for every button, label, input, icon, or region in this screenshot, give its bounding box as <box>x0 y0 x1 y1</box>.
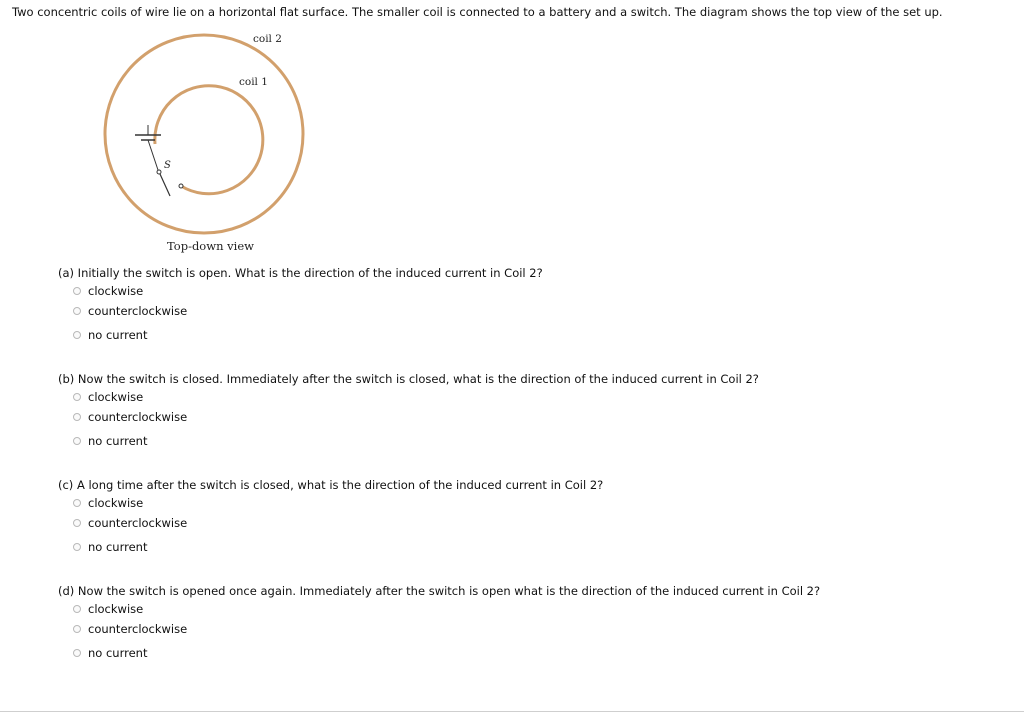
option-no-current[interactable] <box>73 641 820 665</box>
option-label: counterclockwise <box>88 304 188 318</box>
question-prompt: (c) A long time after the switch is closed, what is the direction of the induced current in Coil 2? <box>58 478 604 492</box>
question-b <box>58 371 759 453</box>
option-counterclockwise[interactable] <box>73 617 820 641</box>
option-label: counterclockwise <box>88 410 188 424</box>
option-label: no current <box>88 540 148 554</box>
question-c <box>58 477 603 559</box>
switch-wire <box>150 146 158 170</box>
switch-contact <box>179 184 183 188</box>
coil-1-label: coil 1 <box>239 76 268 88</box>
switch-pivot <box>157 170 161 174</box>
radio-button[interactable] <box>73 649 81 657</box>
option-no-current[interactable] <box>73 535 603 559</box>
diagram-caption: Top-down view <box>167 239 254 253</box>
option-label: clockwise <box>88 389 144 404</box>
bottom-divider <box>0 711 1024 712</box>
problem-statement: Two concentric coils of wire lie on a horizontal flat surface. The smaller coil is connected to a battery and a switch. The diagram shows the top view of the set up. <box>12 5 943 19</box>
option-no-current[interactable] <box>73 323 543 347</box>
option-label: clockwise <box>88 283 144 298</box>
question-a <box>58 265 543 347</box>
option-label: no current <box>88 646 148 660</box>
radio-button[interactable] <box>73 519 81 527</box>
switch-arm <box>160 174 170 196</box>
radio-button[interactable] <box>73 331 81 339</box>
option-counterclockwise[interactable] <box>73 299 543 323</box>
option-clockwise[interactable] <box>73 494 603 511</box>
radio-button[interactable] <box>73 393 81 401</box>
switch-label: S <box>164 160 171 171</box>
question-d <box>58 583 820 665</box>
option-no-current[interactable] <box>73 429 759 453</box>
radio-button[interactable] <box>73 287 81 295</box>
radio-button[interactable] <box>73 605 81 613</box>
radio-button[interactable] <box>73 307 81 315</box>
question-prompt: (d) Now the switch is opened once again. Immediately after the switch is open what is the direction of the induced current in Coil 2? <box>58 584 821 598</box>
option-counterclockwise[interactable] <box>73 405 759 429</box>
question-prompt: (b) Now the switch is closed. Immediately after the switch is closed, what is the direction of the induced current in Coil 2? <box>58 372 759 386</box>
battery-lead-bottom <box>148 140 150 146</box>
radio-button[interactable] <box>73 499 81 507</box>
option-label: no current <box>88 328 148 342</box>
radio-button[interactable] <box>73 437 81 445</box>
option-counterclockwise[interactable] <box>73 511 603 535</box>
option-clockwise[interactable] <box>73 600 820 617</box>
radio-button[interactable] <box>73 543 81 551</box>
option-label: clockwise <box>88 601 144 616</box>
option-label: clockwise <box>88 495 144 510</box>
option-label: counterclockwise <box>88 622 188 636</box>
radio-button[interactable] <box>73 413 81 421</box>
option-label: no current <box>88 434 148 448</box>
question-prompt: (a) Initially the switch is open. What is the direction of the induced current in Coil 2? <box>58 266 543 280</box>
option-clockwise[interactable] <box>73 282 543 299</box>
radio-button[interactable] <box>73 625 81 633</box>
coil-1 <box>155 86 263 194</box>
option-label: counterclockwise <box>88 516 188 530</box>
coils-diagram <box>90 28 320 260</box>
coil-2-label: coil 2 <box>253 33 282 45</box>
option-clockwise[interactable] <box>73 388 759 405</box>
coil-2 <box>105 35 303 233</box>
